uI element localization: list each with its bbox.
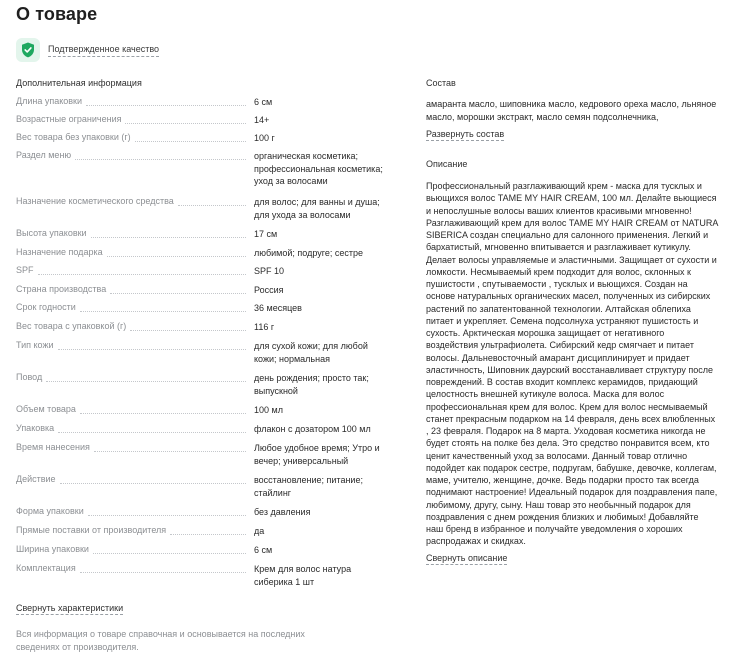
spec-value: 116 г [254, 322, 275, 332]
spec-label: Форма упаковки [16, 506, 84, 516]
composition-text: амаранта масло, шиповника масло, кедрового ореха масло, льняное масло, морошки экстракт, масло семян подсолнечника, [426, 99, 717, 122]
spec-dots [58, 432, 246, 433]
spec-label: Раздел меню [16, 150, 72, 160]
spec-value: восстановление; питание; стайлинг [254, 475, 363, 498]
spec-dots [91, 237, 246, 238]
spec-value: любимой; подруге; сестре [254, 248, 363, 258]
spec-value: Любое удобное время; Утро и вечер; универсальный [254, 443, 380, 466]
description-text: Профессиональный разглаживающий крем - маска для тусклых и вьющихся волос TAME MY HAIR CREAM, 100 мл. Делайте вьющиеся и непослушные волосы ваших клиентов красивыми мгновенно! Разглаживающий крем для волос TAME MY HAIR CREAM от NATURA SIBERICA создан специально для салонного применения. Легкий и бархатистый, мгновенно впитывается и разглаживает кутикулу. Делает волосы управляемые и эластичными. Защищает от сухости и ломкости. Несмываемый крем подходит для волос, склонных к пушистости , спутываемости , тусклых и вьющихся. Создан на основе натуральных органических масел, полученных из сибирских растений по запатентованной технологии. Алтайская облепиха питает и укрепляет. Семена подсолнуха устраняют пушистость и сухость. Арктическая морошка защищает от негативного воздействия ультрафиолета. Сибирский кедр смягчает и питает волосы. Дальневосточный амарант дисциплинирует и придает эластичность, Шиповник даурский восстанавливает структуру после повреждений. В состав входит комплекс керамидов, придающий целостность внешней кутикуле волоса. Маска для волос профессиональная крем для волос. Крем для волос несмываемый станет прекрасным подарком на 14 февраля, день всех влюбленных , 23 февраля. Подарок на 8 марта. Уходовая косметика никогда не будет стоять на полке без дела. Это средство понравится всем, кто ценит качественный уход за волосами. Данный товар отлично подойдет как подарок сестре, подругам, бабушке, девочке, коллегам, маме, учителю, женщине, дочке. Ведь подарки просто так всегда поднимают настроение! Идеальный подарок для поздравления папе, любимому, другу, сыну. Наш товар это необычный подарок для поздравления с днем рождения близких и любимых! Добавляйте наш бренд в избранное и получайте уведомления о хороших распродажах и скидках. [426, 181, 718, 547]
spec-label: Ширина упаковки [16, 544, 89, 554]
spec-dots [110, 293, 246, 294]
spec-value: день рождения; просто так; выпускной [254, 373, 369, 396]
spec-value: 6 см [254, 97, 273, 107]
quality-badge[interactable] [16, 38, 159, 62]
spec-label: Действие [16, 474, 56, 484]
specs-title: Дополнительная информация [16, 78, 142, 88]
spec-dots [80, 311, 246, 312]
spec-value: 17 см [254, 229, 278, 239]
spec-dots [86, 105, 246, 106]
spec-value: без давления [254, 507, 311, 517]
page-title: О товаре [16, 4, 98, 24]
spec-label: Вес товара с упаковкой (г) [16, 321, 127, 331]
spec-value: 100 г [254, 133, 275, 143]
spec-label: Возрастные ограничения [16, 114, 122, 124]
spec-dots [46, 381, 246, 382]
spec-dots [60, 483, 246, 484]
quality-badge-label[interactable]: Подтвержденное качество [48, 44, 159, 57]
composition-title: Состав [426, 78, 456, 88]
spec-value: да [254, 526, 265, 536]
spec-value: 14+ [254, 115, 270, 125]
spec-dots [178, 205, 246, 206]
spec-label: Повод [16, 372, 43, 382]
description-title: Описание [426, 159, 468, 169]
spec-dots [125, 123, 246, 124]
spec-dots [88, 515, 246, 516]
spec-value: SPF 10 [254, 266, 285, 276]
spec-label: Длина упаковки [16, 96, 83, 106]
spec-dots [135, 141, 246, 142]
composition-section [426, 78, 718, 142]
spec-value: флакон с дозатором 100 мл [254, 424, 371, 434]
spec-label: Назначение подарка [16, 247, 103, 257]
disclaimer: Вся информация о товаре справочная и основывается на последних сведениях от производителя. [16, 629, 305, 652]
spec-label: Вес товара без упаковки (г) [16, 132, 131, 142]
specs-section [16, 78, 400, 587]
spec-label: Высота упаковки [16, 228, 87, 238]
spec-value: 6 см [254, 545, 273, 555]
spec-value: 100 мл [254, 405, 283, 415]
spec-dots [38, 274, 246, 275]
spec-dots [93, 553, 246, 554]
spec-dots [80, 413, 246, 414]
spec-dots [80, 572, 246, 573]
spec-label: Упаковка [16, 423, 55, 433]
spec-dots [107, 256, 246, 257]
spec-value: органическая косметика; профессиональная косметика; уход за волосами [254, 151, 383, 186]
spec-dots [94, 451, 246, 452]
description-section [426, 159, 718, 566]
spec-label: Объем товара [16, 404, 76, 414]
spec-value: для сухой кожи; для любой кожи; нормальная [254, 341, 368, 364]
collapse-description-button[interactable]: Свернуть описание [426, 552, 508, 563]
spec-label: Тип кожи [16, 340, 54, 350]
spec-dots [58, 349, 246, 350]
spec-dots [130, 330, 246, 331]
spec-value: 36 месяцев [254, 303, 302, 313]
shield-check-icon [16, 38, 40, 62]
collapse-specs-button[interactable]: Свернуть характеристики [16, 603, 124, 613]
expand-composition-button[interactable]: Развернуть состав [426, 129, 505, 139]
spec-label: Срок годности [16, 302, 76, 312]
spec-label: Назначение косметического средства [16, 196, 174, 206]
spec-label: Время нанесения [16, 442, 90, 452]
spec-label: Прямые поставки от производителя [16, 525, 167, 535]
spec-value: Крем для волос натура сиберика 1 шт [254, 564, 352, 587]
spec-dots [75, 159, 246, 160]
spec-dots [170, 534, 246, 535]
spec-value: Россия [254, 285, 284, 295]
spec-label: SPF [16, 265, 34, 275]
spec-label: Комплектация [16, 563, 76, 573]
spec-value: для волос; для ванны и душа; для ухода за волосами [254, 197, 380, 220]
spec-label: Страна производства [16, 284, 107, 294]
